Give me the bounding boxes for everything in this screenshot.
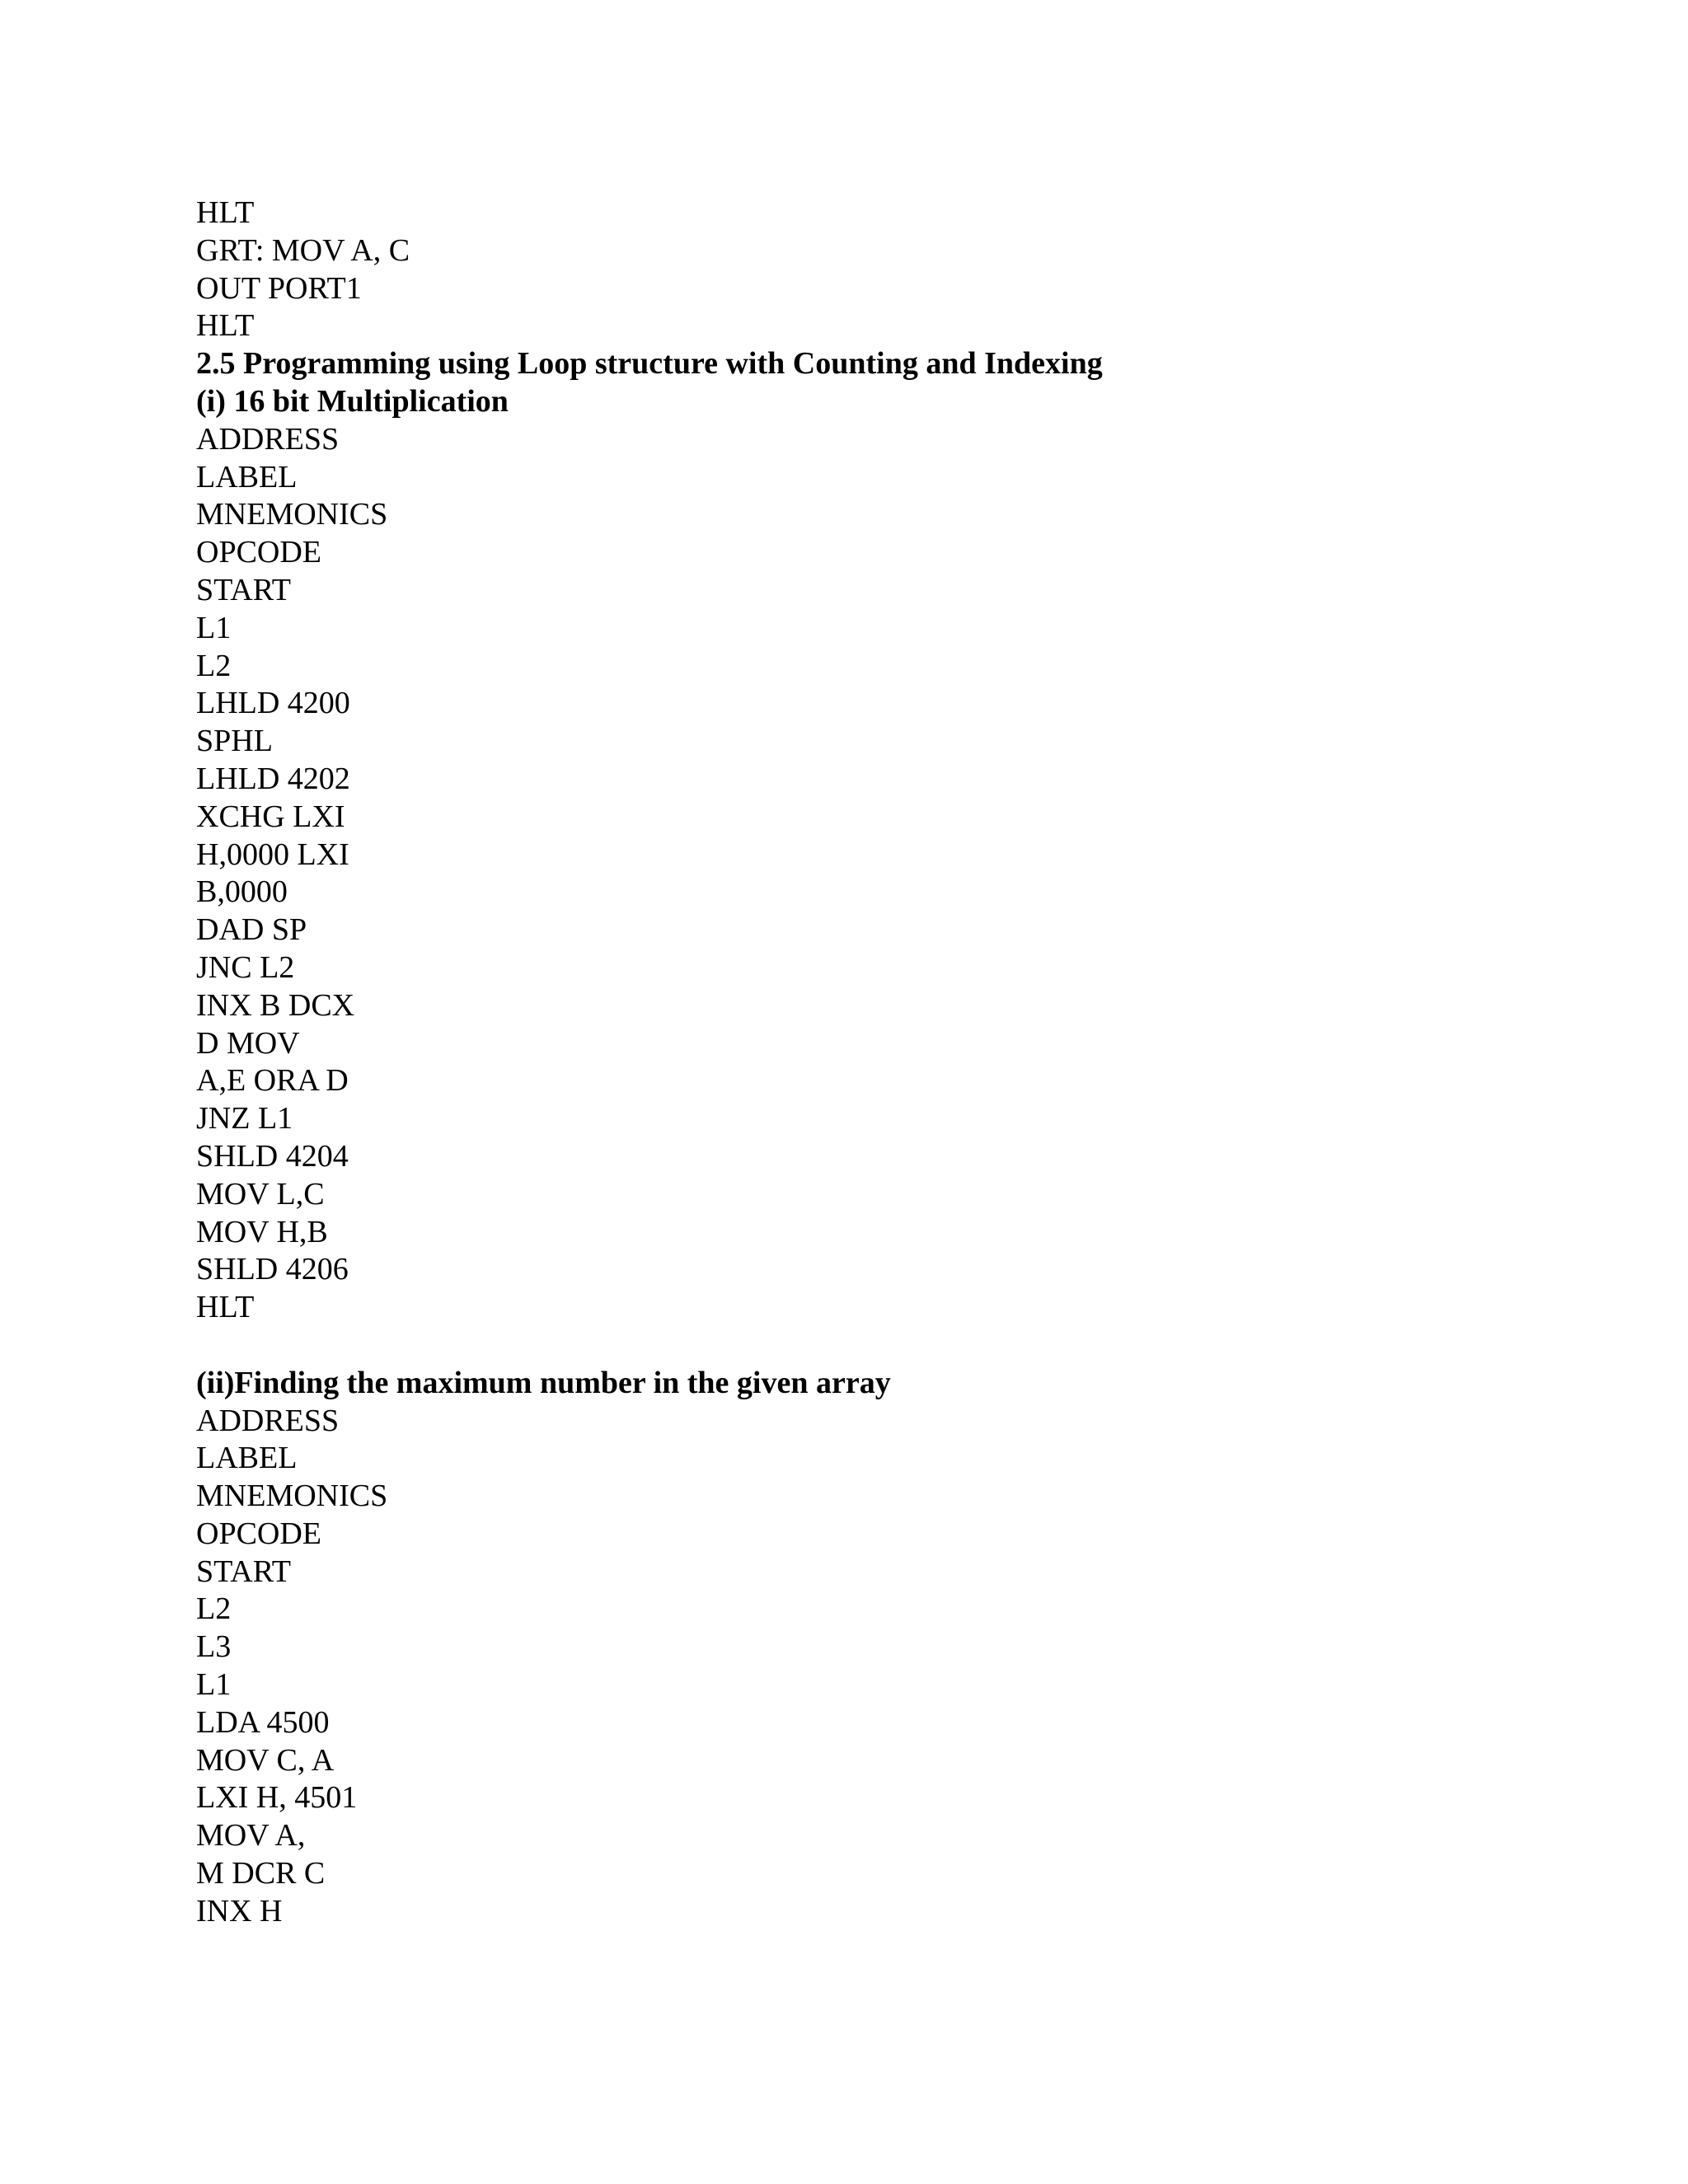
code-line: B,0000 [196,874,288,910]
code-line: DAD SP [196,912,307,948]
code-line: A,E ORA D [196,1063,349,1099]
code-line: L3 [196,1629,232,1665]
code-line: GRT: MOV A, C [196,232,410,268]
code-line: INX B DCX [196,987,355,1023]
code-line: MOV L,C [196,1176,325,1212]
code-line: ADDRESS [196,1403,340,1438]
code-line: HLT [196,308,255,344]
code-line: LXI H, 4501 [196,1780,358,1816]
code-line: ADDRESS [196,421,340,457]
code-line: INX H [196,1893,283,1929]
section-heading: 2.5 Programming using Loop structure with Counting and Indexing [196,346,1103,382]
code-line: HLT [196,195,255,230]
code-line: MOV A, [196,1818,306,1854]
code-line: L2 [196,1591,232,1627]
code-line: H,0000 LXI [196,837,349,872]
code-line: LHLD 4200 [196,686,350,721]
code-line: SPHL [196,724,273,759]
code-line: JNZ L1 [196,1101,293,1137]
code-line: MNEMONICS [196,1479,388,1514]
code-line: JNC L2 [196,949,295,985]
code-line: MOV H,B [196,1214,328,1249]
code-line: OUT PORT1 [196,270,362,306]
code-line: M DCR C [196,1856,326,1891]
code-line: L1 [196,610,232,645]
code-line: HLT [196,1290,255,1325]
code-line: OPCODE [196,535,322,570]
code-line: START [196,1554,292,1589]
code-line: SHLD 4204 [196,1138,349,1174]
subsection-heading-multiplication: (i) 16 bit Multiplication [196,383,509,419]
document-body [196,194,1597,1931]
code-line: L1 [196,1667,232,1703]
code-line: LABEL [196,1441,298,1476]
code-line: LHLD 4202 [196,761,350,796]
code-line: START [196,572,292,607]
code-line: LABEL [196,459,298,494]
subsection-heading-maximum: (ii)Finding the maximum number in the given array [196,1365,891,1400]
code-line: MNEMONICS [196,497,388,532]
code-line: D MOV [196,1025,300,1061]
code-line: MOV C, A [196,1742,335,1778]
code-line: XCHG LXI [196,799,345,834]
code-line: L2 [196,648,232,683]
code-line: LDA 4500 [196,1704,330,1740]
code-line: OPCODE [196,1516,322,1551]
blank-line [196,1327,1597,1365]
code-line: SHLD 4206 [196,1252,349,1287]
